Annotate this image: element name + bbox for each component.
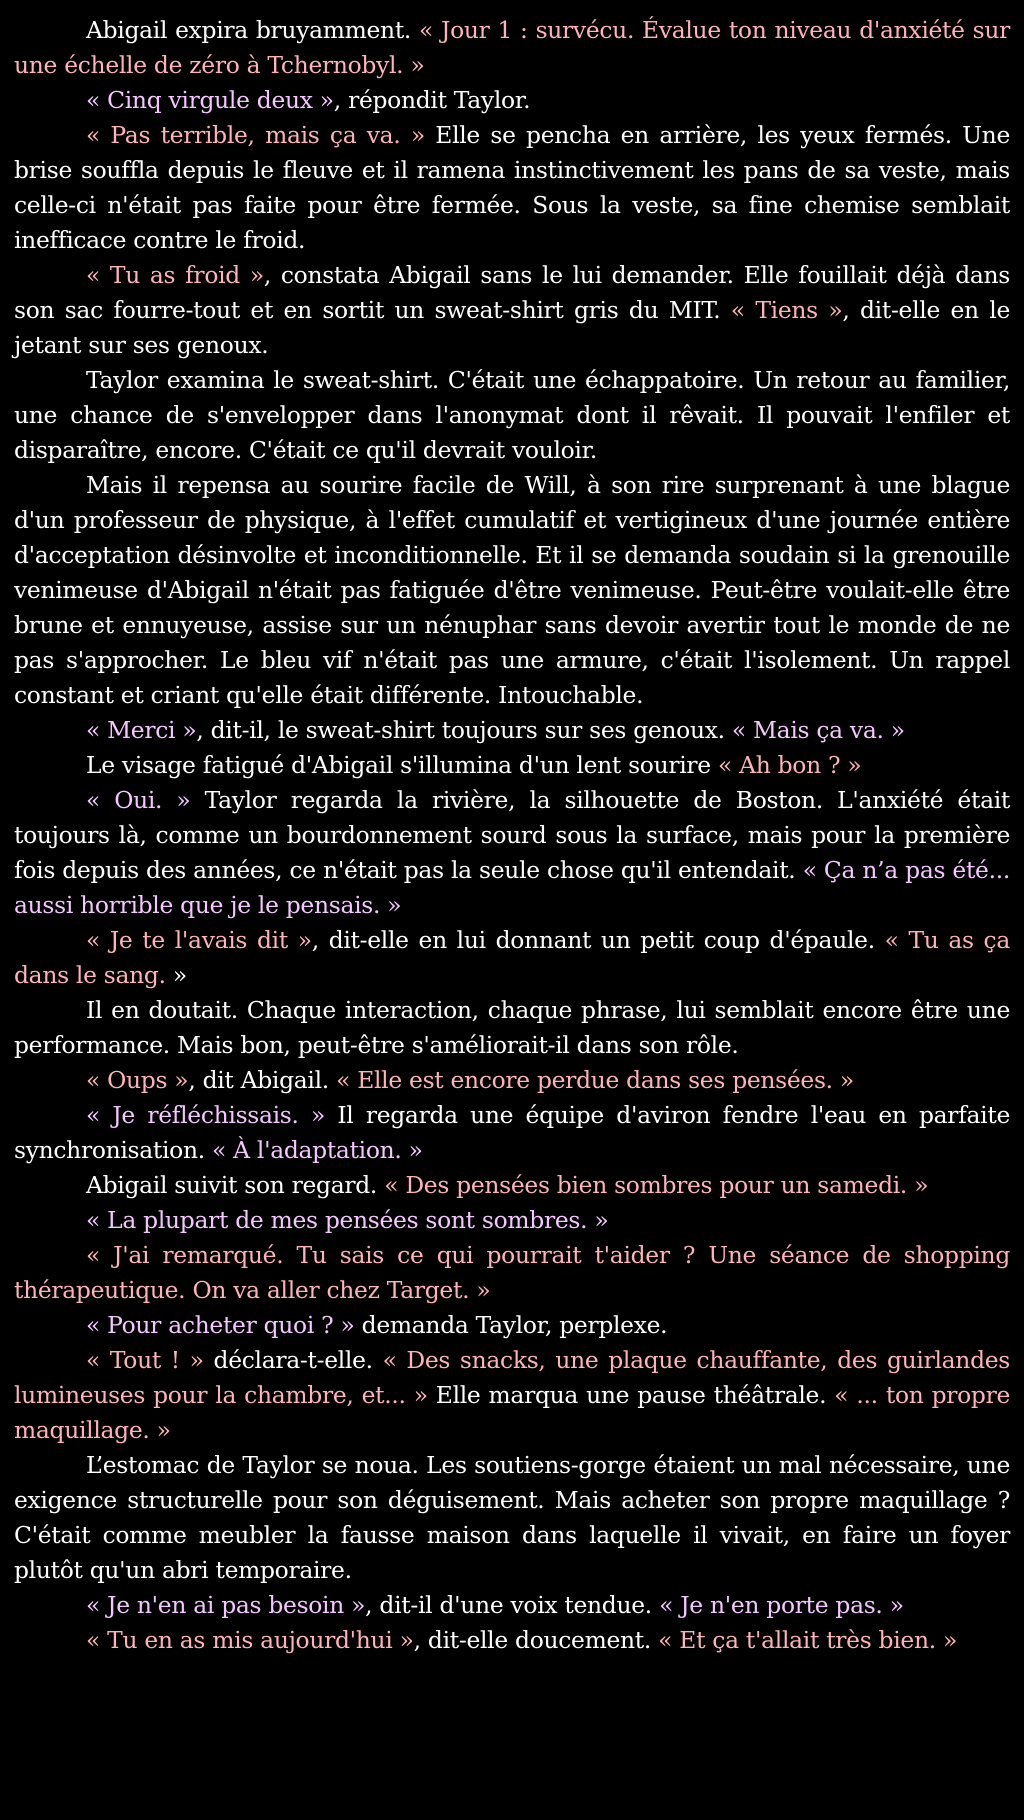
- taylor-dialogue: « Mais ça va. »: [731, 716, 905, 744]
- narration-text: , dit-elle doucement.: [413, 1626, 659, 1654]
- narration-text: Elle se pencha en arrière, les yeux fermés. Une brise souffla depuis le fleuve et il ramena instinctivement les pans de sa veste, mais celle-ci n'était pas faite pour être fermée. Sous la veste, sa fine chemise semblait inefficace contre le froid.: [14, 121, 1010, 254]
- narration-text: L’estomac de Taylor se noua. Les soutiens-gorge étaient un mal nécessaire, une exigence structurelle pour son déguisement. Mais acheter son propre maquillage ? C'était comme meubler la fausse maison dans laquelle il vivait, en faire un foyer plutôt qu'un abri temporaire.: [14, 1451, 1010, 1584]
- story-paragraph: [14, 1168, 1010, 1203]
- abigail-dialogue: « Pas terrible, mais ça va. »: [86, 121, 425, 149]
- story-paragraph: [14, 783, 1010, 923]
- narration-text: Mais il repensa au sourire facile de Will, à son rire surprenant à une blague d'un professeur de physique, à l'effet cumulatif et vertigineux d'une journée entière d'acceptation désinvolte et inconditionnelle. Et il se demanda soudain si la grenouille venimeuse d'Abigail n'était pas fatiguée d'être venimeuse. Peut-être voulait-elle être brune et ennuyeuse, assise sur un nénuphar sans devoir avertir tout le monde de ne pas s'approcher. Le bleu vif n'était pas une armure, c'était l'isolement. Un rappel constant et criant qu'elle était différente. Intouchable.: [14, 471, 1010, 709]
- story-paragraph: [14, 923, 1010, 993]
- abigail-dialogue: « Oups »: [86, 1066, 189, 1094]
- story-paragraph: [14, 713, 1010, 748]
- taylor-dialogue: « Je réfléchissais. »: [86, 1101, 326, 1129]
- taylor-dialogue: « La plupart de mes pensées sont sombres. »: [86, 1206, 609, 1234]
- story-paragraph: [14, 363, 1010, 468]
- story-paragraph: [14, 1063, 1010, 1098]
- abigail-dialogue: « Tu as froid »: [86, 261, 264, 289]
- narration-text: , constata Abigail sans le lui demander. Elle fouillait déjà dans son sac fourre-tout et en sortit un sweat-shirt gris du MIT.: [14, 261, 1010, 324]
- abigail-dialogue: « Des snacks, une plaque chauffante, des guirlandes lumineuses pour la chambre, et... »: [14, 1346, 1010, 1409]
- narration-text: »: [165, 961, 187, 989]
- abigail-dialogue: « Tiens »: [730, 296, 843, 324]
- abigail-dialogue: « Tu as ça dans le sang.: [14, 926, 1010, 989]
- abigail-dialogue: « Des pensées bien sombres pour un samedi. »: [384, 1171, 929, 1199]
- story-paragraph: [14, 1623, 1010, 1658]
- narration-text: , dit-il d'une voix tendue.: [365, 1591, 660, 1619]
- story-paragraph: [14, 83, 1010, 118]
- story-paragraph: [14, 1203, 1010, 1238]
- story-paragraph: [14, 993, 1010, 1063]
- abigail-dialogue: « Et ça t'allait très bien. »: [658, 1626, 957, 1654]
- narration-text: , dit-il, le sweat-shirt toujours sur ses genoux.: [196, 716, 732, 744]
- narration-text: , dit Abigail.: [188, 1066, 337, 1094]
- story-paragraph: [14, 1308, 1010, 1343]
- story-paragraph: [14, 468, 1010, 713]
- abigail-dialogue: « Jour 1 : survécu. Évalue ton niveau d'anxiété sur une échelle de zéro à Tchernobyl. »: [14, 16, 1010, 79]
- story-paragraph: [14, 13, 1010, 83]
- narration-text: déclara-t-elle.: [203, 1346, 383, 1374]
- narration-text: Le visage fatigué d'Abigail s'illumina d'un lent sourire: [86, 751, 718, 779]
- taylor-dialogue: « À l'adaptation. »: [212, 1136, 423, 1164]
- story-paragraph: [14, 1343, 1010, 1448]
- narration-text: Il en doutait. Chaque interaction, chaque phrase, lui semblait encore être une performance. Mais bon, peut-être s'améliorait-il dans son rôle.: [14, 996, 1010, 1059]
- narration-text: Taylor examina le sweat-shirt. C'était une échappatoire. Un retour au familier, une chance de s'envelopper dans l'anonymat dont il rêvait. Il pouvait l'enfiler et disparaître, encore. C'était ce qu'il devrait vouloir.: [14, 366, 1010, 464]
- taylor-dialogue: « Oui. »: [86, 786, 191, 814]
- taylor-dialogue: « Je n'en porte pas. »: [659, 1591, 904, 1619]
- abigail-dialogue: « Je te l'avais dit »: [86, 926, 312, 954]
- abigail-dialogue: « Tu en as mis aujourd'hui »: [86, 1626, 414, 1654]
- narration-text: Taylor regarda la rivière, la silhouette de Boston. L'anxiété était toujours là, comme un bourdonnement sourd sous la surface, mais pour la première fois depuis des années, ce n'était pas la seule chose qu'il entendait.: [14, 786, 1010, 884]
- story-paragraph: [14, 118, 1010, 258]
- taylor-dialogue: « Cinq virgule deux »: [86, 86, 334, 114]
- story-paragraph: [14, 1098, 1010, 1168]
- narration-text: Elle marqua une pause théâtrale.: [427, 1381, 835, 1409]
- abigail-dialogue: « J'ai remarqué. Tu sais ce qui pourrait t'aider ? Une séance de shopping thérapeutique. On va aller chez Target. »: [14, 1241, 1010, 1304]
- story-paragraph: [14, 1238, 1010, 1308]
- taylor-dialogue: « Merci »: [86, 716, 197, 744]
- taylor-dialogue: « Pour acheter quoi ? »: [86, 1311, 355, 1339]
- narration-text: Abigail expira bruyamment.: [86, 16, 420, 44]
- abigail-dialogue: « Tout ! »: [86, 1346, 204, 1374]
- narration-text: , dit-elle en le jetant sur ses genoux.: [14, 296, 1010, 359]
- story-paragraph: [14, 258, 1010, 363]
- story-paragraph: [14, 1448, 1010, 1588]
- narration-text: Abigail suivit son regard.: [86, 1171, 385, 1199]
- taylor-dialogue: « Je n'en ai pas besoin »: [86, 1591, 366, 1619]
- abigail-dialogue: « ... ton propre maquillage. »: [14, 1381, 1011, 1444]
- story-paragraph: [14, 1588, 1010, 1623]
- abigail-dialogue: « Elle est encore perdue dans ses pensées. »: [336, 1066, 854, 1094]
- abigail-dialogue: « Ah bon ? »: [717, 751, 862, 779]
- narration-text: Il regarda une équipe d'aviron fendre l'eau en parfaite synchronisation.: [14, 1101, 1010, 1164]
- narration-text: , dit-elle en lui donnant un petit coup d'épaule.: [311, 926, 885, 954]
- taylor-dialogue: « Ça n’a pas été... aussi horrible que je le pensais. »: [14, 856, 1011, 919]
- narration-text: , répondit Taylor.: [333, 86, 531, 114]
- narration-text: demanda Taylor, perplexe.: [354, 1311, 668, 1339]
- story-paragraph: [14, 748, 1010, 783]
